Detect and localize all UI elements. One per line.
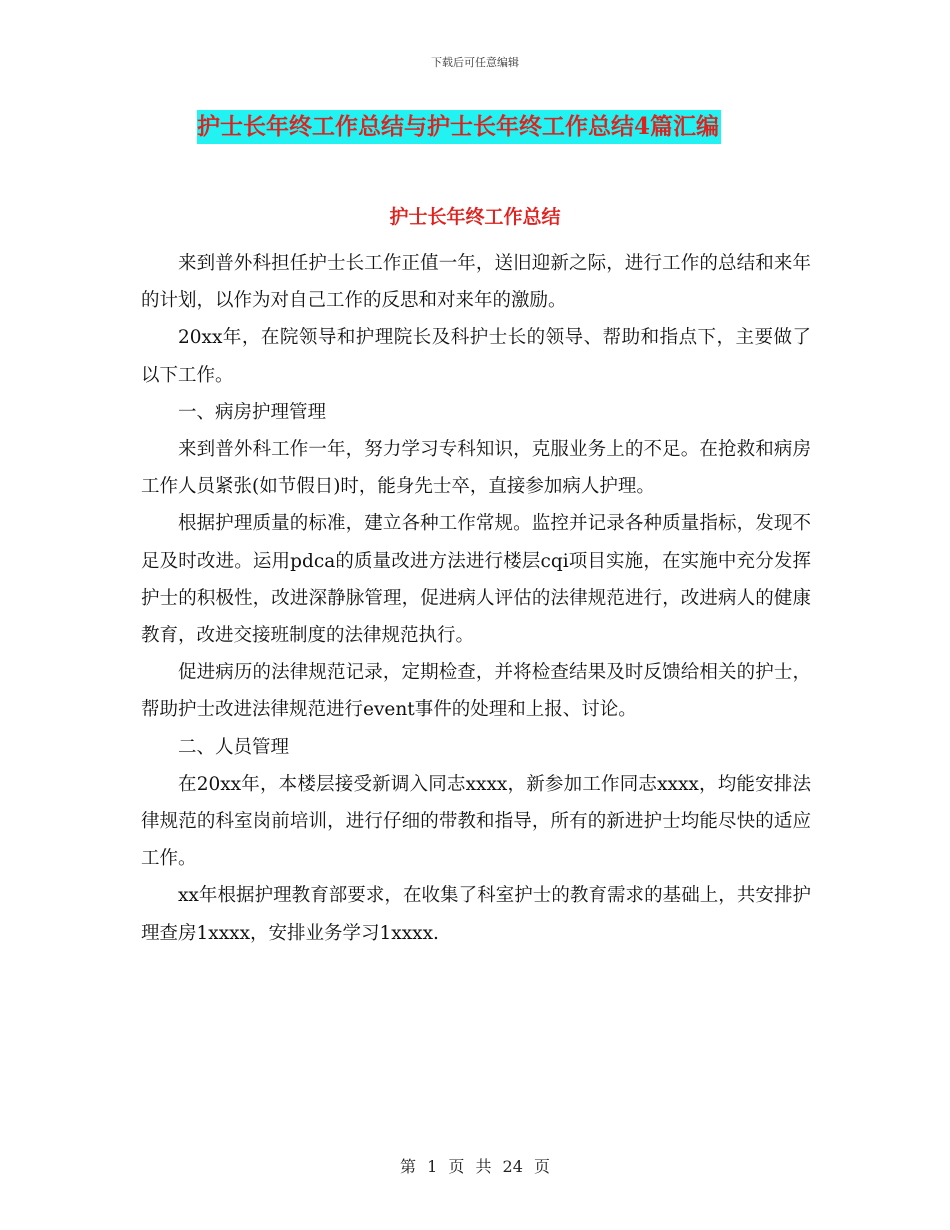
paragraph: 根据护理质量的标准，建立各种工作常规。监控并记录各种质量指标，发现不足及时改进。运用pdca的质量改进方法进行楼层cqi项目实施，在实施中充分发挥护士的积极性，改进深静脉管理，促进病人评估的法律规范进行，改进病人的健康教育，改进交接班制度的法律规范执行。	[141, 513, 811, 647]
section-heading: 二、人员管理	[178, 736, 290, 758]
paragraph: 20xx年，在院领导和护理院长及科护士长的领导、帮助和指点下，主要做了以下工作。	[141, 327, 811, 386]
header-note: 下载后可任意编辑	[431, 56, 519, 69]
paragraph: xx年根据护理教育部要求，在收集了科室护士的教育需求的基础上，共安排护理查房1xxxx，安排业务学习1xxxx.	[141, 885, 811, 944]
paragraph: 来到普外科工作一年，努力学习专科知识，克服业务上的不足。在抢救和病房工作人员紧张(如节假日)时，能身先士卒，直接参加病人护理。	[141, 439, 811, 498]
document-body	[141, 245, 811, 952]
document-title-container	[197, 110, 803, 144]
page-number-footer: 第 1 页 共 24 页	[400, 1157, 550, 1176]
section-heading: 一、病房护理管理	[178, 401, 327, 423]
paragraph: 在20xx年，本楼层接受新调入同志xxxx，新参加工作同志xxxx，均能安排法律规范的科室岗前培训，进行仔细的带教和指导，所有的新进护士均能尽快的适应工作。	[141, 773, 811, 870]
document-title: 护士长年终工作总结与护士长年终工作总结4篇汇编	[197, 110, 721, 144]
paragraph: 促进病历的法律规范记录，定期检查，并将检查结果及时反馈给相关的护士，帮助护士改进法律规范进行event事件的处理和上报、讨论。	[141, 662, 811, 721]
section-title: 护士长年终工作总结	[389, 206, 561, 228]
paragraph: 来到普外科担任护士长工作正值一年，送旧迎新之际，进行工作的总结和来年的计划，以作为对自己工作的反思和对来年的激励。	[141, 253, 811, 312]
